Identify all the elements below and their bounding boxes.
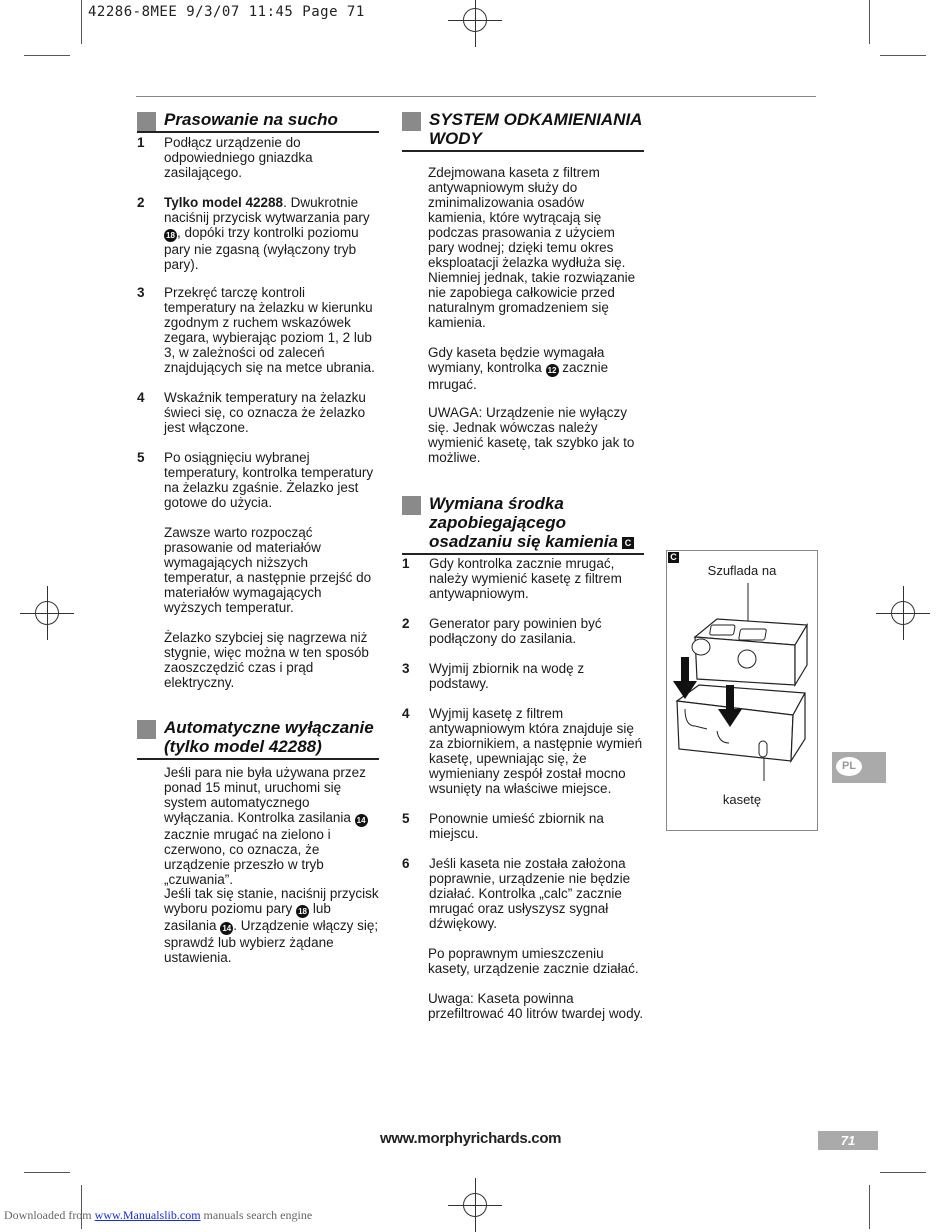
item-number: 1 xyxy=(137,135,145,150)
item-number: 5 xyxy=(137,450,145,465)
power-light-ref-icon: 14 xyxy=(355,814,368,827)
figure-label-cassette: kasetę xyxy=(722,792,762,807)
item-number: 5 xyxy=(402,811,410,826)
paragraph xyxy=(164,886,380,965)
download-footer xyxy=(4,1208,312,1223)
crop-mark xyxy=(880,1172,926,1173)
figure-cartridge xyxy=(666,550,818,831)
text-run: . Dwukrotnie naciśnij przycisk wytwarzania pary xyxy=(164,195,370,225)
steam-button-ref-icon: 18 xyxy=(296,905,309,918)
print-slug: 42286-8MEE 9/3/07 11:45 Page 71 xyxy=(88,4,365,20)
item-number: 4 xyxy=(402,706,410,721)
heading-marker xyxy=(137,112,156,131)
language-code: PL xyxy=(836,757,862,776)
registration-mark-right xyxy=(876,586,930,640)
section-heading xyxy=(137,718,379,760)
item-text: Generator pary powinien być podłączony do zasilania. xyxy=(429,616,602,646)
item-text xyxy=(164,195,380,272)
power-button-ref-icon: 14 xyxy=(220,922,233,935)
item-text: Podłącz urządzenie do odpowiedniego gniazdka zasilającego. xyxy=(164,135,313,180)
crop-mark xyxy=(81,0,82,44)
heading-descaling-system: SYSTEM ODKAMIENIANIA WODY xyxy=(429,110,642,148)
registration-mark-bottom xyxy=(448,1178,502,1232)
figure-letter: C xyxy=(668,552,679,563)
figure-ref-icon: C xyxy=(622,537,634,549)
text-run: , dopóki trzy kontrolki poziomu pary nie zgasną (wyłączony tryb pary). xyxy=(164,225,359,272)
paragraph: Zdejmowana kaseta z filtrem antywapniowym służy do zminimalizowania osadów kamienia, które wytrącają się podczas prasowania z użyciem pary wodnej; dzięki temu okres eksploatacji żelazka wydłuża się. Niemniej jednak, takie rozwiązanie nie zapobiega całkowicie przed naturalnym gromadzeniem się kamienia. xyxy=(428,165,636,330)
item-number: 3 xyxy=(402,661,410,676)
paragraph: Po poprawnym umieszczeniu kasety, urządzenie zacznie działać. xyxy=(428,946,639,976)
item-text: Ponownie umieść zbiornik na miejscu. xyxy=(429,811,604,841)
section-heading xyxy=(137,110,379,133)
paragraph: Uwaga: Kaseta powinna przefiltrować 40 litrów twardej wody. xyxy=(428,991,644,1021)
text-run: lub zasilania xyxy=(164,901,331,933)
item-text: Gdy kontrolka zacznie mrugać, należy wymienić kasetę z filtrem antywapniowym. xyxy=(429,556,622,601)
paragraph: Żelazko szybciej się nagrzewa niż stygnie, więc można w ten sposób zaoszczędzić czas i prąd elektryczny. xyxy=(164,630,369,690)
item-text: Wyjmij zbiornik na wodę z podstawy. xyxy=(429,661,585,691)
header-rule xyxy=(136,96,816,97)
item-text: Przekręć tarczę kontroli temperatury na żelazku w kierunku zgodnym z ruchem wskazówek zegara, wybierając poziom 1, 2 lub 3, w zależności od zaleceń znajdujących się na metce ubrania. xyxy=(164,285,375,375)
item-number: 1 xyxy=(402,556,410,571)
manualslib-link[interactable]: www.Manualslib.com xyxy=(94,1208,201,1222)
footer-text: manuals search engine xyxy=(200,1208,313,1222)
heading-marker xyxy=(402,112,421,131)
page-number: 71 xyxy=(818,1131,878,1150)
cartridge-illustration xyxy=(667,581,817,793)
text-run: zacznie mrugać na zielono i czerwono, co oznacza, że urządzenie przeszło w tryb „czuwania”. xyxy=(164,827,331,887)
item-number: 3 xyxy=(137,285,145,300)
item-number: 6 xyxy=(402,856,410,871)
heading-marker xyxy=(137,720,156,739)
item-number: 2 xyxy=(402,616,410,631)
paragraph: Zawsze warto rozpocząć prasowanie od materiałów wymagających niższych temperatur, a następnie przejść do materiałów wymagających wyższych temperatur. xyxy=(164,525,372,615)
text-run: zacznie mrugać. xyxy=(428,360,609,392)
paragraph xyxy=(164,765,380,887)
website-url: www.morphyrichards.com xyxy=(380,1130,562,1147)
text-run: Gdy kaseta będzie wymagała wymiany, kontrolka xyxy=(428,345,605,375)
item-text: Jeśli kaseta nie została założona poprawnie, urządzenie nie będzie działać. Kontrolka „calc” zacznie mrugać oraz usłyszysz sygnał dźwiękowy. xyxy=(429,856,631,931)
heading-marker xyxy=(402,496,421,515)
crop-mark xyxy=(869,0,870,44)
text-run: . Urządzenie włączy się; sprawdź lub wybierz żądane ustawienia. xyxy=(164,918,379,965)
item-text: Wskaźnik temperatury na żelazku świeci się, co oznacza że żelazko jest włączone. xyxy=(164,390,366,435)
paragraph: UWAGA: Urządzenie nie wyłączy się. Jednak wówczas należy wymienić kasetę, tak szybko jak to możliwe. xyxy=(428,405,635,465)
footer-text: Downloaded from xyxy=(4,1208,95,1222)
registration-mark-left xyxy=(20,586,74,640)
heading-cartridge-replacement xyxy=(429,494,644,553)
paragraph xyxy=(428,345,644,392)
item-text: Po osiągnięciu wybranej temperatury, kontrolka temperatury na żelazku zgaśnie. Żelazko jest gotowe do użycia. xyxy=(164,450,374,510)
section-heading xyxy=(402,110,644,152)
model-label: Tylko model 42288 xyxy=(164,195,284,210)
text-run: Jeśli para nie była używana przez ponad 15 minut, uruchomi się system automatycznego wyłączania. Kontrolka zasilania xyxy=(164,765,366,825)
crop-mark xyxy=(880,55,926,56)
crop-mark xyxy=(24,55,70,56)
steam-button-ref-icon: 18 xyxy=(164,229,177,242)
heading-dry-ironing: Prasowanie na sucho xyxy=(164,110,338,129)
crop-mark xyxy=(869,1185,870,1229)
indicator-ref-icon: 12 xyxy=(546,364,559,377)
text-run: Jeśli tak się stanie, naciśnij przycisk wyboru poziomu pary xyxy=(164,886,379,916)
crop-mark xyxy=(24,1172,70,1173)
figure-label-drawer: Szuflada na xyxy=(707,563,777,578)
language-badge xyxy=(832,752,886,783)
registration-mark-top xyxy=(448,0,502,47)
item-number: 2 xyxy=(137,195,145,210)
heading-text: Wymiana środka zapobiegającego osadzaniu się kamienia xyxy=(429,494,618,551)
item-text: Wyjmij kasetę z filtrem antywapniowym która znajduje się za zbiornikiem, a następnie wymień kasetę, upewniając się, że wymieniany zespół został mocno wsunięty na właściwe miejsce. xyxy=(429,706,643,796)
item-number: 4 xyxy=(137,390,145,405)
section-heading xyxy=(402,494,644,555)
heading-auto-off: Automatyczne wyłączanie (tylko model 42288) xyxy=(164,718,374,756)
